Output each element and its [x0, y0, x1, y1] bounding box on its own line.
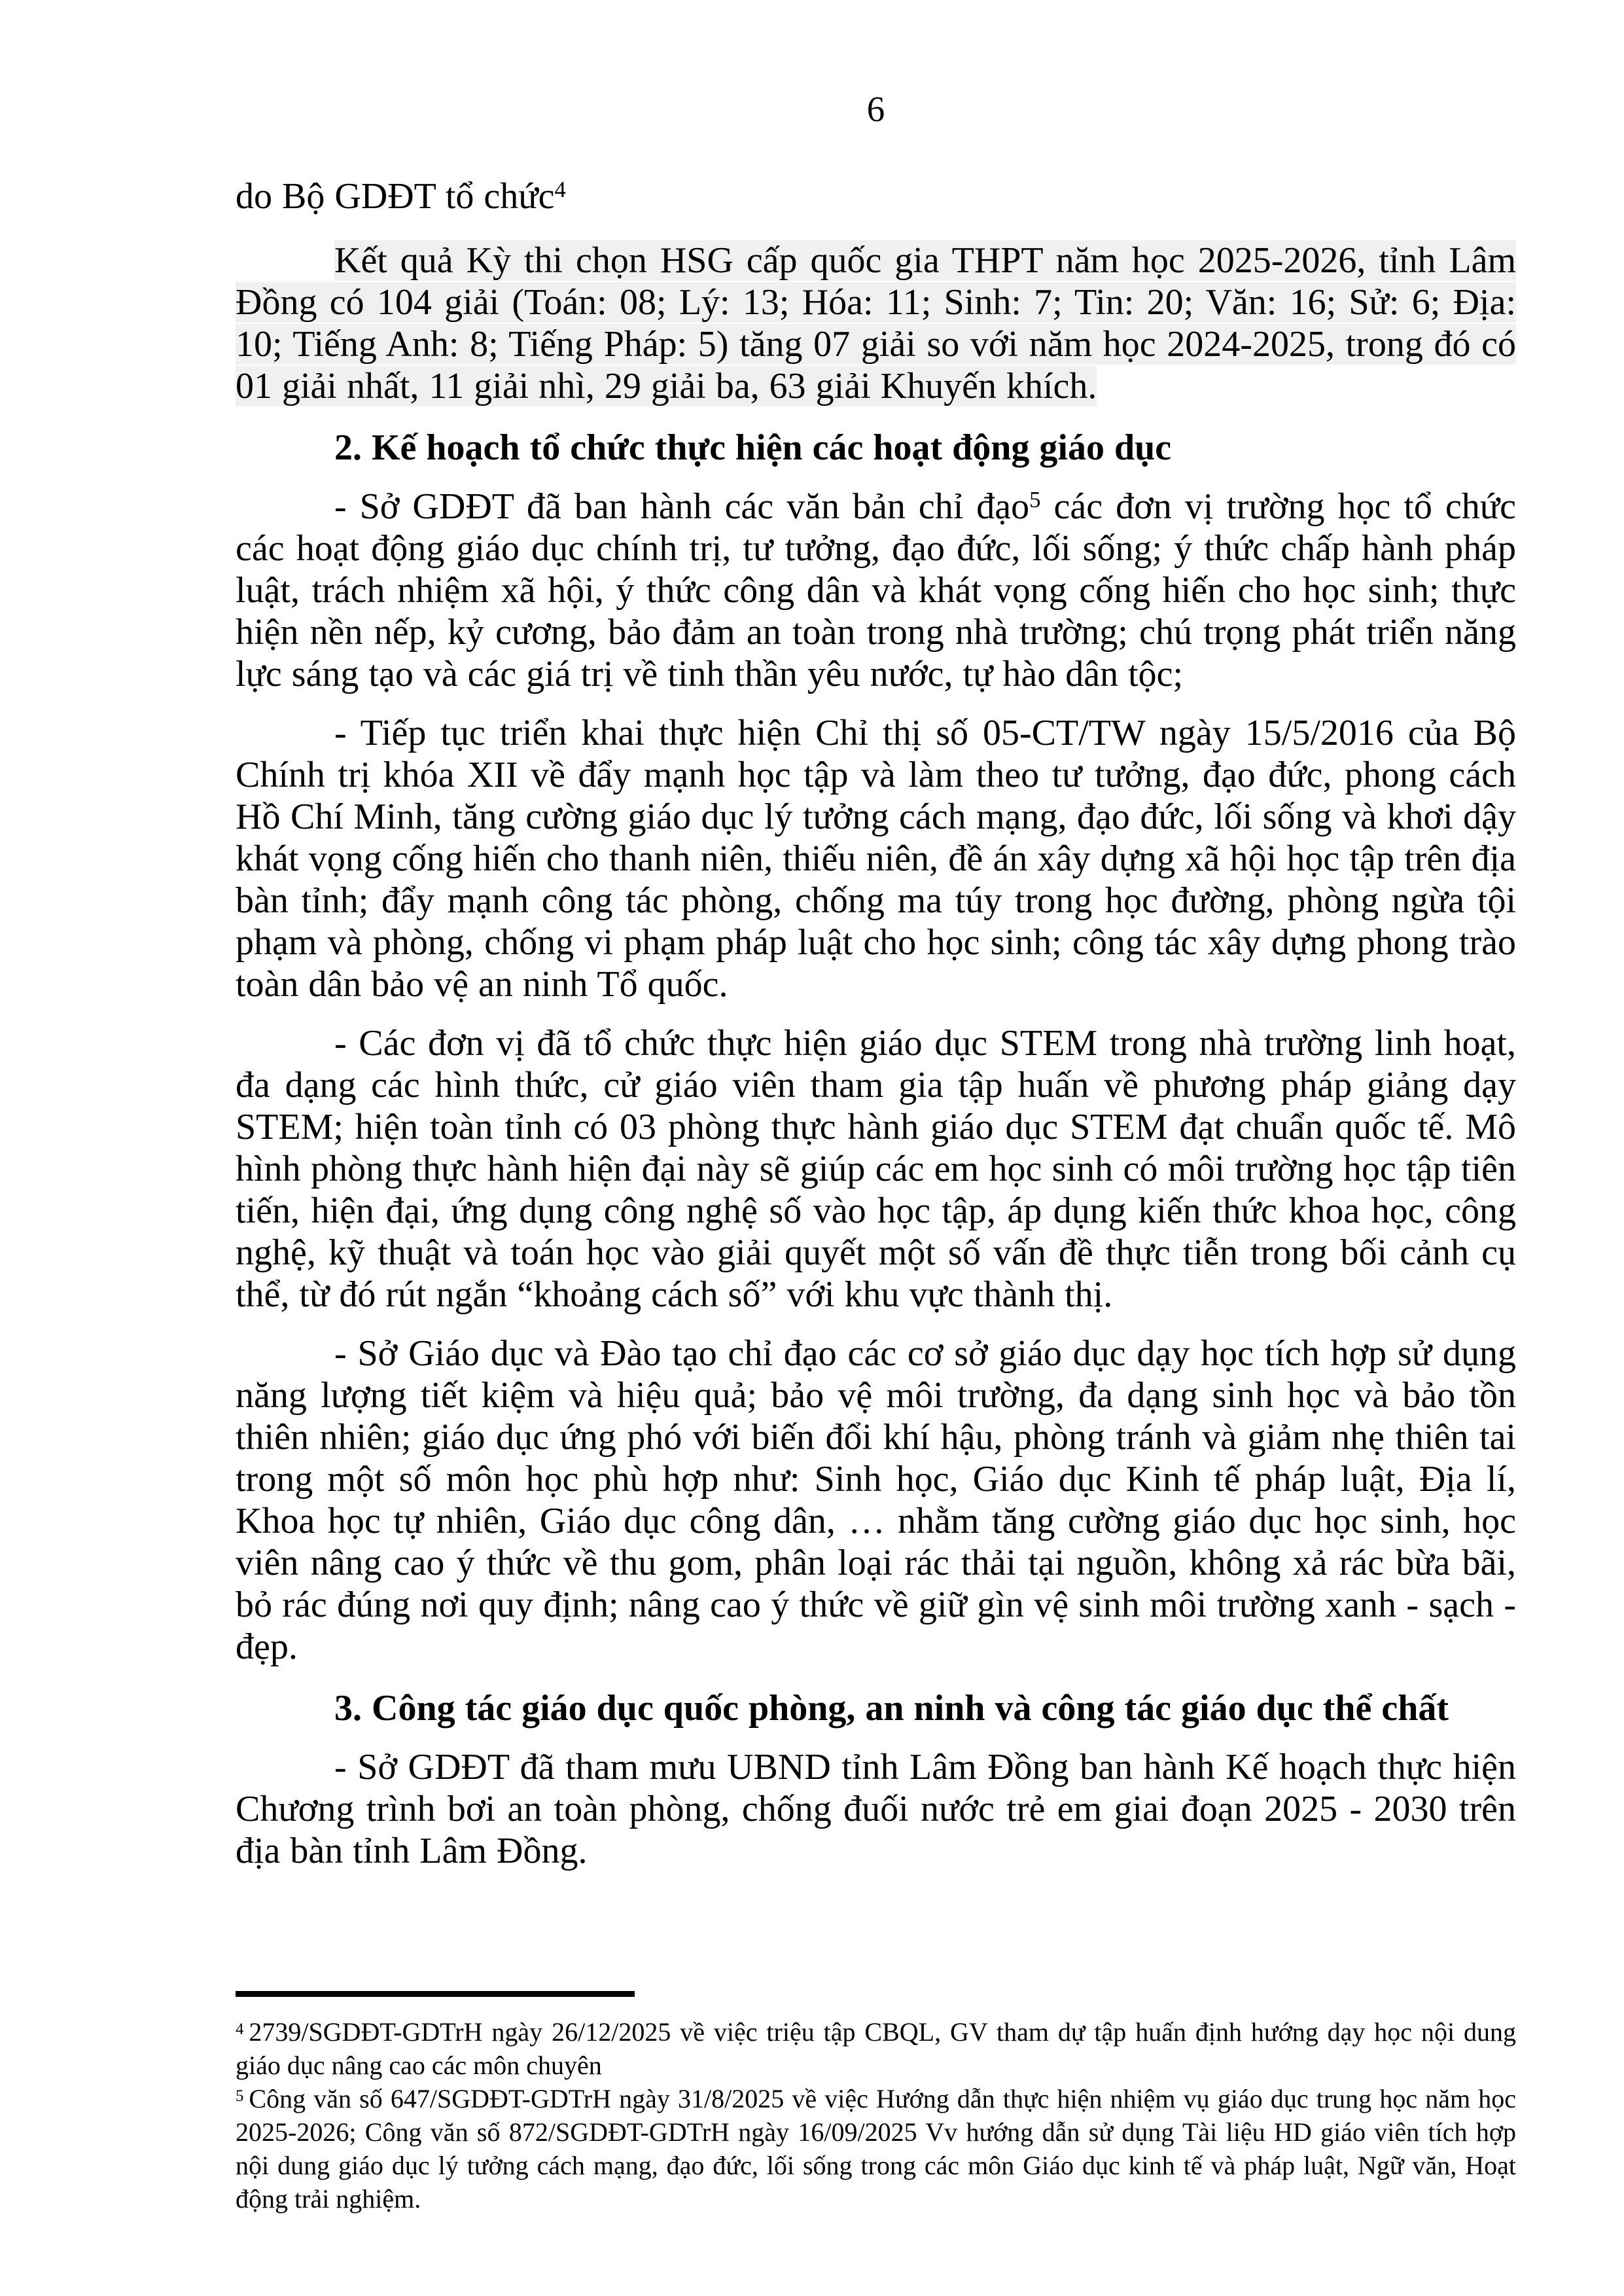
paragraph-environment-education: - Sở Giáo dục và Đào tạo chỉ đạo các cơ sở giáo dục dạy học tích hợp sử dụng năng lượng tiết kiệm và hiệu quả; bảo vệ môi trường, đa dạng sinh học và bảo tồn thiên nhiên; giáo dục ứng phó với biến đổi khí hậu, phòng tránh và giảm nhẹ thiên tai trong một số môn học phù hợp như: Sinh học, Giáo dục Kinh tế pháp luật, Địa lí, Khoa học tự nhiên, Giáo dục công dân, … nhằm tăng cường giáo dục học sinh, học viên nâng cao ý thức về thu gom, phân loại rác thải tại nguồn, không xả rác bừa bãi, bỏ rác đúng nơi quy định; nâng cao ý thức về giữ gìn vệ sinh môi trường xanh - sạch - đẹp.: [236, 1333, 1516, 1667]
paragraph-text: các đơn vị trường học tổ chức các hoạt động giáo dục chính trị, tư tưởng, đạo đức, lối sống; ý thức chấp hành pháp luật, trách nhiệm xã hội, ý thức công dân và khát vọng cống hiến cho học sinh; thực hiện nền nếp, kỷ cương, bảo đảm an toàn trong nhà trường; chú trọng phát triển năng lực sáng tạo và các giá trị về tinh thần yêu nước, tự hào dân tộc;: [236, 486, 1517, 694]
paragraph-chi-thi-05: - Tiếp tục triển khai thực hiện Chỉ thị số 05-CT/TW ngày 15/5/2016 của Bộ Chính trị khóa XII về đẩy mạnh học tập và làm theo tư tưởng, đạo đức, phong cách Hồ Chí Minh, tăng cường giáo dục lý tưởng cách mạng, đạo đức, lối sống và khơi dậy khát vọng cống hiến cho thanh niên, thiếu niên, đề án xây dựng xã hội học tập trên địa bàn tỉnh; đẩy mạnh công tác phòng, chống ma túy trong học đường, phòng ngừa tội phạm và phòng, chống vi phạm pháp luật cho học sinh; công tác xây dựng phong trào toàn dân bảo vệ an ninh Tổ quốc.: [236, 713, 1516, 1005]
footnote-5-marker: 5: [236, 2087, 244, 2106]
section-2-heading: 2. Kế hoạch tổ chức thực hiện các hoạt động giáo dục: [334, 427, 1172, 468]
page-number: 6: [866, 89, 885, 129]
footnote-4-marker: 4: [236, 2020, 244, 2039]
footnote-4: [236, 2015, 1516, 2082]
footnote-5-text: Công văn số 647/SGDĐT-GDTrH ngày 31/8/2025 về việc Hướng dẫn thực hiện nhiệm vụ giáo dục trung học năm học 2025-2026; Công văn số 872/SGDĐT-GDTrH ngày 16/09/2025 Vv hướng dẫn sử dụng Tài liệu HD giáo viên tích hợp nội dung giáo dục lý tưởng cách mạng, đạo đức, lối sống trong các môn Giáo dục kinh tế và pháp luật, Ngữ văn, Hoạt động trải nghiệm.: [236, 2084, 1516, 2214]
paragraph-swimming-program: - Sở GDĐT đã tham mưu UBND tỉnh Lâm Đồng ban hành Kế hoạch thực hiện Chương trình bơi an toàn phòng, chống đuối nước trẻ em giai đoạn 2025 - 2030 trên địa bàn tỉnh Lâm Đồng.: [236, 1747, 1516, 1871]
footnote-4-text: 2739/SGDĐT-GDTrH ngày 26/12/2025 về việc triệu tập CBQL, GV tham dự tập huấn định hướng dạy học nội dung giáo dục nâng cao các môn chuyên: [236, 2017, 1516, 2080]
footnote-5: [236, 2082, 1516, 2215]
footnote-ref-4: 4: [554, 176, 566, 202]
paragraph-hsg-results: [236, 240, 1516, 407]
footnotes-section: [236, 1991, 1516, 2215]
highlighted-text: Kết quả Kỳ thi chọn HSG cấp quốc gia THPT năm học 2025-2026, tỉnh Lâm Đồng có 104 giải (Toán: 08; Lý: 13; Hóa: 11; Sinh: 7; Tin: 20; Văn: 16; Sử: 6; Địa: 10; Tiếng Anh: 8; Tiếng Pháp: 5) tăng 07 giải so với năm học 2024-2025, trong đó có 01 giải nhất, 11 giải nhì, 29 giải ba, 63 giải Khuyến khích.: [236, 240, 1516, 406]
paragraph-stem: - Các đơn vị đã tổ chức thực hiện giáo dục STEM trong nhà trường linh hoạt, đa dạng các hình thức, cử giáo viên tham gia tập huấn về phương pháp giảng dạy STEM; hiện toàn tỉnh có 03 phòng thực hành giáo dục STEM đạt chuẩn quốc tế. Mô hình phòng thực hành hiện đại này sẽ giúp các em học sinh có môi trường học tập tiên tiến, hiện đại, ứng dụng công nghệ số vào học tập, áp dụng kiến thức khoa học, công nghệ, kỹ thuật và toán học vào giải quyết một số vấn đề thực tiễn trong bối cảnh cụ thể, từ đó rút ngắn “khoảng cách số” với khu vực thành thị.: [236, 1023, 1516, 1315]
paragraph-text: do Bộ GDĐT tổ chức: [236, 176, 555, 217]
paragraph-directives: [236, 486, 1516, 695]
paragraph-text: - Sở GDĐT đã ban hành các văn bản chỉ đạo: [334, 486, 1030, 527]
section-3-heading: 3. Công tác giáo dục quốc phòng, an ninh và công tác giáo dục thể chất: [334, 1688, 1449, 1729]
paragraph-continuation: [236, 175, 1516, 217]
footnote-ref-5: 5: [1029, 486, 1041, 512]
footnote-separator: [236, 1991, 635, 1997]
document-body: [236, 175, 1516, 1872]
